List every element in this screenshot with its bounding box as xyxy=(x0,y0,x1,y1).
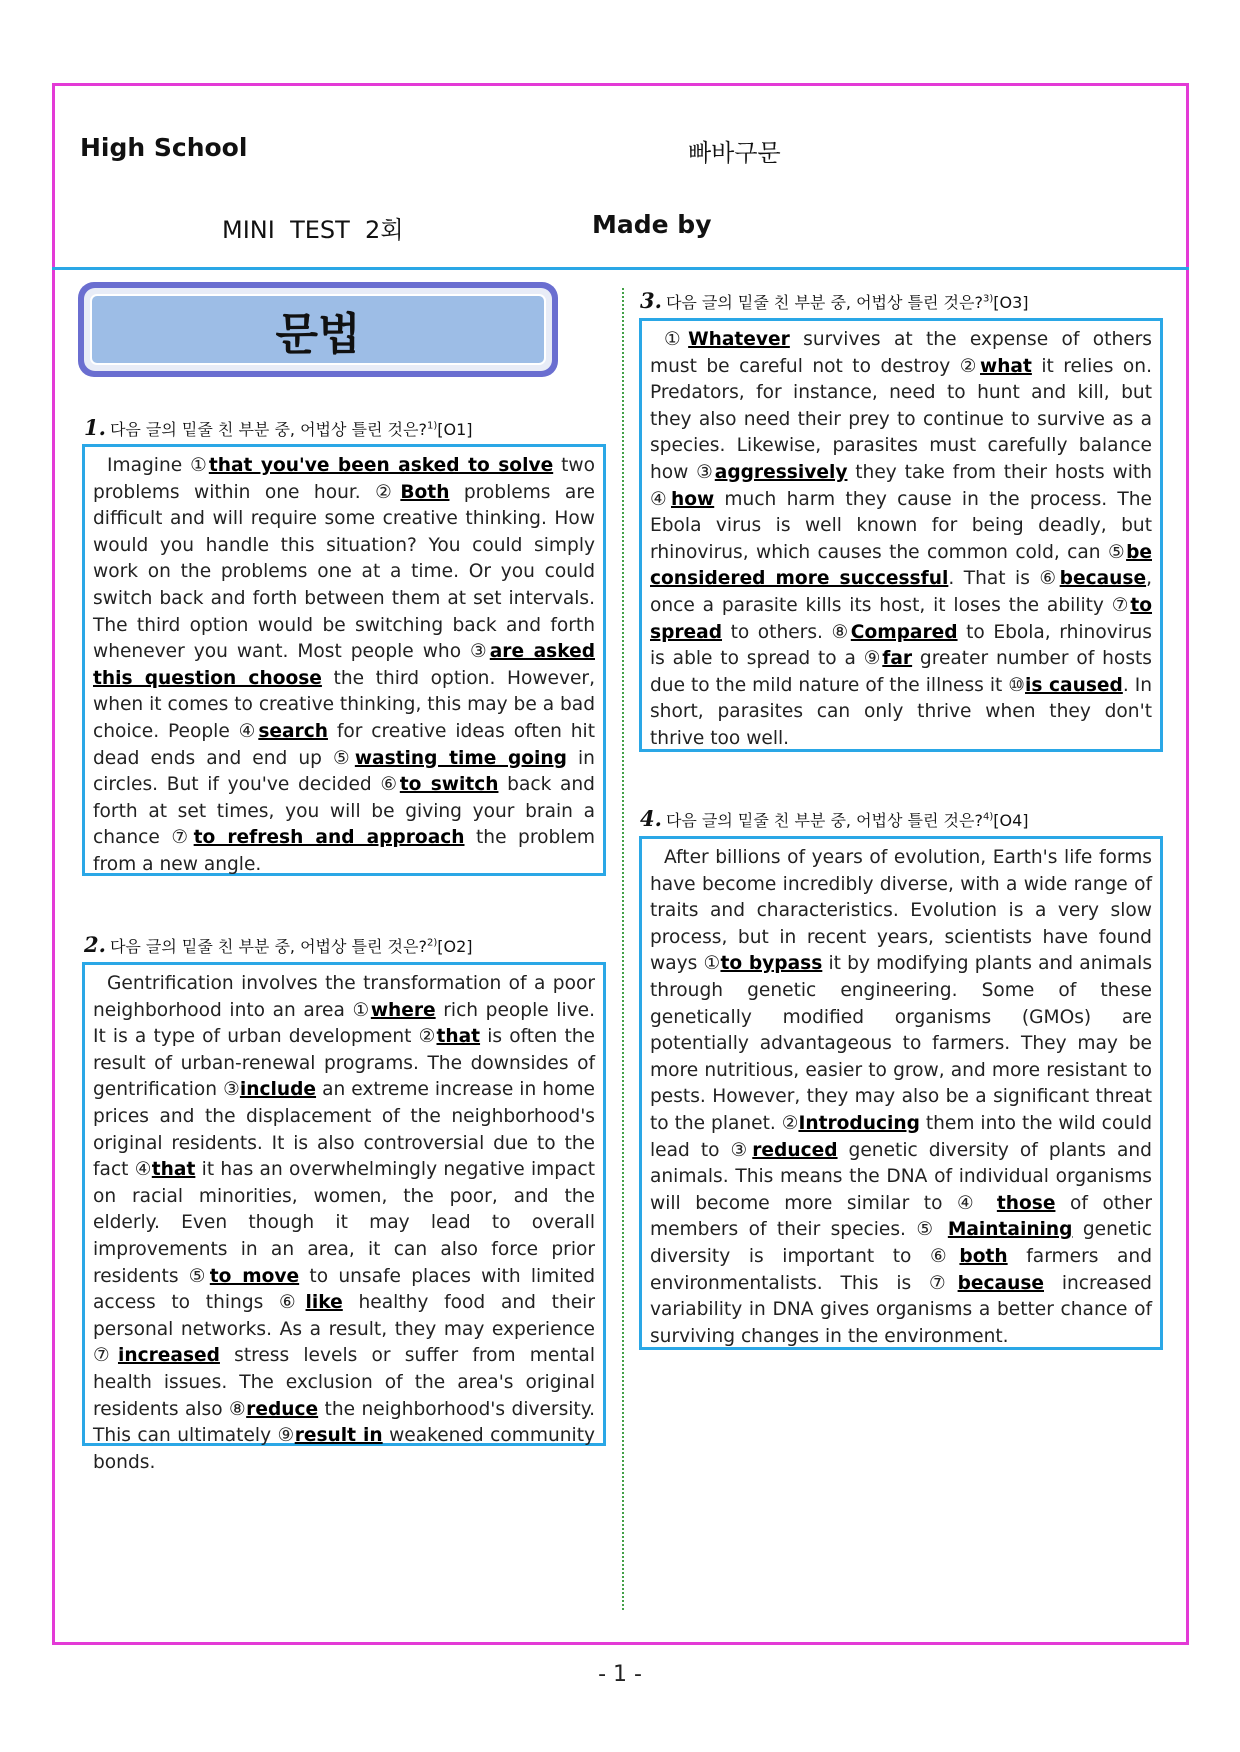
question-code: [O4] xyxy=(993,811,1029,830)
question-number: 3. xyxy=(640,288,662,313)
made-by-label: Made by xyxy=(592,210,712,239)
underlined-choice: because xyxy=(957,1272,1044,1294)
underlined-choice: search xyxy=(258,720,328,742)
question-2-passage xyxy=(82,962,606,1473)
question-code: [O1] xyxy=(437,420,473,439)
header-divider xyxy=(52,267,1189,270)
underlined-choice: because xyxy=(1059,568,1147,590)
question-1-label xyxy=(84,415,473,440)
underlined-choice: that xyxy=(151,1159,196,1181)
passage-segment: problems are difficult and will require some creative thinking. How would you handle this situation? You could simply work on the problems one at a time. Or you could switch back and forth between them at set intervals. The third option would be switching back and forth whenever you want. Most people who ③ xyxy=(93,481,595,663)
question-prompt: 다음 글의 밑줄 친 부분 중, 어법상 틀린 것은? xyxy=(109,937,427,956)
underlined-choice: Maintaining xyxy=(947,1219,1073,1241)
passage-segment: two problems within one hour. ② xyxy=(93,455,595,503)
underlined-choice: Whatever xyxy=(688,329,790,350)
page-number: - 1 - xyxy=(598,1662,642,1687)
underlined-choice: how xyxy=(671,488,715,510)
passage-segment: . In short, parasites can only thrive when they don't thrive too well. xyxy=(650,674,1152,749)
passage-segment: survives at the expense of others must be careful not to destroy ② xyxy=(650,329,1152,377)
underlined-choice: wasting time going xyxy=(354,747,567,769)
underlined-choice: result in xyxy=(294,1425,383,1447)
question-1-passage xyxy=(82,444,606,876)
question-code: [O3] xyxy=(993,293,1029,312)
passage-segment: increased variability in DNA gives organisms a better chance of surviving changes in the environment. xyxy=(650,1272,1152,1347)
underlined-choice: are asked this question choose xyxy=(93,641,595,689)
passage-segment: to others. ⑧ xyxy=(722,621,851,643)
passage-segment: an extreme increase in home prices and the displacement of the neighborhood's original residents. It is also controversial due to the fact ④ xyxy=(93,1079,595,1181)
passage-segment: genetic diversity of plants and animals. This means the DNA of individual organisms will become more similar to ④ xyxy=(650,1139,1152,1214)
footnote-ref: 3) xyxy=(982,293,994,305)
underlined-choice: like xyxy=(305,1292,343,1314)
question-prompt: 다음 글의 밑줄 친 부분 중, 어법상 틀린 것은? xyxy=(109,420,427,439)
test-title: MINI TEST 2회 xyxy=(222,216,404,244)
underlined-choice: what xyxy=(980,355,1032,377)
footnote-ref: 4) xyxy=(982,811,994,823)
passage-segment: healthy food and their personal networks. As a result, they may experience ⑦ xyxy=(93,1292,595,1367)
question-prompt: 다음 글의 밑줄 친 부분 중, 어법상 틀린 것은? xyxy=(665,811,983,830)
passage-segment: much harm they cause in the process. The Ebola virus is well known for being deadly, but rhinovirus, which causes the common cold, can ⑤ xyxy=(650,488,1152,563)
passage-segment: . That is ⑥ xyxy=(948,568,1060,590)
passage-segment: in circles. But if you've decided ⑥ xyxy=(93,747,595,796)
passage-segment: , once a parasite kills its host, it loses the ability ⑦ xyxy=(650,568,1152,616)
school-label: High School xyxy=(80,133,248,162)
section-title-frame xyxy=(84,288,552,371)
footnote-ref: 1) xyxy=(426,420,438,432)
question-2-label xyxy=(84,932,473,957)
passage-segment: genetic diversity is important to ⑥ xyxy=(650,1219,1153,1267)
question-prompt: 다음 글의 밑줄 친 부분 중, 어법상 틀린 것은? xyxy=(665,293,983,312)
passage-text xyxy=(650,327,1152,753)
column-divider xyxy=(622,288,624,1610)
underlined-choice: to move xyxy=(209,1265,300,1287)
underlined-choice: to switch xyxy=(399,774,499,796)
passage-segment: ① xyxy=(664,329,689,350)
passage-segment: it by modifying plants and animals through genetic engineering. Some of these genetically modified organisms (GMOs) are potentially advantageous to farmers. They may be more nutritious, easier to grow, and more resistant to pests. However, they may also be a significant threat to the planet. ② xyxy=(650,953,1153,1134)
footnote-ref: 2) xyxy=(426,937,438,949)
question-number: 1. xyxy=(84,415,106,440)
passage-text xyxy=(650,845,1152,1350)
underlined-choice: far xyxy=(882,648,913,670)
passage-segment: Imagine ① xyxy=(107,455,209,476)
passage-segment: greater number of hosts due to the mild nature of the illness it ⑩ xyxy=(650,648,1152,696)
question-4-label xyxy=(640,806,1029,831)
underlined-choice: be considered more successful xyxy=(650,541,1152,590)
passage-segment: weakened community bonds. xyxy=(93,1425,595,1473)
underlined-choice: where xyxy=(370,999,436,1021)
course-title: 빠바구문 xyxy=(688,139,781,167)
passage-segment: to unsafe places with limited access to things ⑥ xyxy=(93,1265,595,1314)
passage-segment: the problem from a new angle. xyxy=(93,827,595,875)
underlined-choice: both xyxy=(959,1245,1008,1267)
section-title-box xyxy=(78,282,558,377)
underlined-choice: to bypass xyxy=(720,953,823,975)
underlined-choice: increased xyxy=(117,1345,220,1367)
underlined-choice: to refresh and approach xyxy=(193,827,465,849)
question-number: 4. xyxy=(640,806,662,831)
underlined-choice: Compared xyxy=(850,621,958,643)
underlined-choice: Introducing xyxy=(798,1112,920,1134)
underlined-choice: that xyxy=(436,1026,481,1048)
passage-segment: to Ebola, rhinovirus is able to spread to a ⑨ xyxy=(650,621,1152,670)
passage-segment: for creative ideas often hit dead ends and end up ⑤ xyxy=(93,720,595,769)
question-3-passage xyxy=(639,318,1163,752)
passage-text xyxy=(93,453,595,879)
question-3-label xyxy=(640,288,1029,313)
passage-segment: the neighborhood's diversity. This can ultimately ⑨ xyxy=(93,1398,595,1447)
passage-segment: them into the wild could lead to ③ xyxy=(650,1112,1152,1161)
section-title: 문법 xyxy=(90,294,546,365)
passage-segment: of other members of their species. ⑤ xyxy=(650,1192,1152,1241)
passage-segment: they take from their hosts with ④ xyxy=(650,461,1152,510)
underlined-choice: reduced xyxy=(752,1139,838,1161)
passage-segment: Gentrification involves the transformation of a poor neighborhood into an area ① xyxy=(93,973,595,1021)
passage-segment: it has an overwhelmingly negative impact on racial minorities, women, the poor, and the elderly. Even though it may lead to overall improvements in an area, it can also force prior residents ⑤ xyxy=(93,1159,595,1287)
underlined-choice: those xyxy=(996,1192,1056,1214)
passage-segment: rich people live. It is a type of urban development ② xyxy=(93,999,595,1048)
question-code: [O2] xyxy=(437,937,473,956)
underlined-choice: Both xyxy=(400,481,450,503)
passage-segment: back and forth at set times, you will be giving your brain a chance ⑦ xyxy=(93,774,595,849)
underlined-choice: aggressively xyxy=(714,461,848,483)
passage-segment: After billions of years of evolution, Earth's life forms have become incredibly diverse, with a wide range of traits and characteristics. Evolution is a very slow process, but in recent years, scientists have found ways ① xyxy=(650,847,1152,975)
passage-segment: stress levels or suffer from mental health issues. The exclusion of the area's original residents also ⑧ xyxy=(93,1345,595,1420)
passage-segment: it relies on. Predators, for instance, need to hunt and kill, but they also need their prey to continue to survive as a species. Likewise, parasites must carefully balance how ③ xyxy=(650,355,1152,483)
underlined-choice: reduce xyxy=(246,1398,319,1420)
underlined-choice: include xyxy=(239,1079,317,1101)
underlined-choice: is caused xyxy=(1025,674,1123,696)
passage-segment: is often the result of urban-renewal programs. The downsides of gentrification ③ xyxy=(93,1026,595,1101)
question-4-passage xyxy=(639,836,1163,1350)
question-number: 2. xyxy=(84,932,106,957)
passage-text xyxy=(93,971,595,1476)
passage-segment: farmers and environmentalists. This is ⑦ xyxy=(650,1245,1152,1294)
underlined-choice: to spread xyxy=(650,594,1152,643)
underlined-choice: that you've been asked to solve xyxy=(208,455,554,476)
passage-segment: the third option. However, when it comes to creative thinking, this may be a bad choice. People ④ xyxy=(93,667,596,742)
